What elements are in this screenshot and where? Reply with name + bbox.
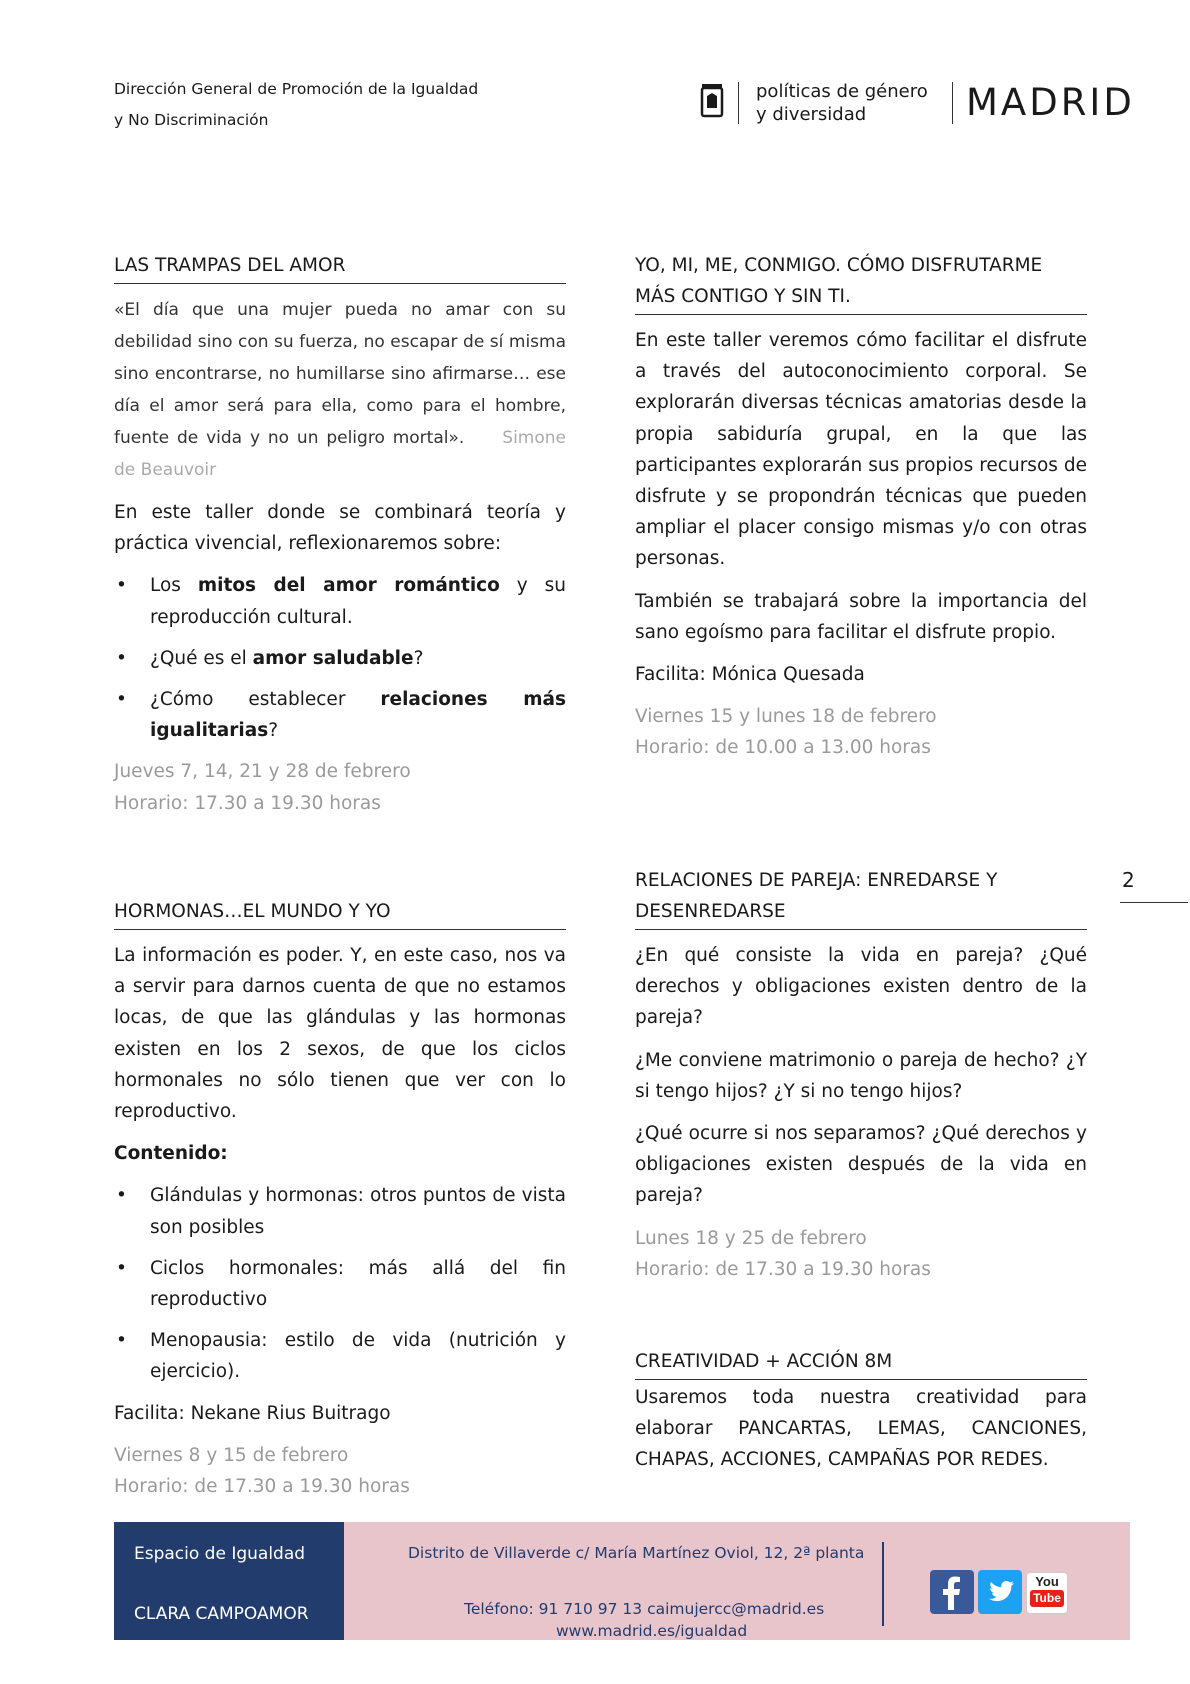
twitter-icon[interactable] xyxy=(978,1570,1022,1614)
schedule-hours: Horario: 17.30 a 19.30 horas xyxy=(114,792,381,814)
youtube-icon[interactable] xyxy=(1026,1572,1068,1614)
section-title: YO, MI, ME, CONMIGO. CÓMO DISFRUTARME MÁS CONTIGO Y SIN TI. xyxy=(635,250,1087,315)
madrid-coat-of-arms-icon xyxy=(700,84,724,120)
paragraph: En este taller veremos cómo facilitar el disfrute a través del autoconocimiento corporal. Se explorarán diversas técnicas amatorias desde la propia sabiduría grupal, en la que las participantes explorarán sus propios recursos de disfrute y se propondrán técnicas que pueden ampliar el placer consigo mismas y/o con otras personas. xyxy=(635,330,1087,570)
emphasis: mitos del amor romántico xyxy=(197,575,500,597)
schedule-dates: Lunes 18 y 25 de febrero xyxy=(635,1227,867,1249)
topic-list xyxy=(114,570,566,746)
madrid-logo xyxy=(700,80,1140,126)
quote-author: Simone de Beauvoir xyxy=(114,428,566,480)
youtube-icon-text-bottom: Tube xyxy=(1030,1590,1064,1607)
section-relaciones-pareja xyxy=(635,865,1087,1285)
footer xyxy=(114,1522,1130,1640)
paragraph: ¿Qué ocurre si nos separamos? ¿Qué derechos y obligaciones existen después de la vida en pareja? xyxy=(635,1123,1087,1207)
list-item: • ¿Cómo establecer relaciones más igualitarias? xyxy=(114,684,566,746)
footer-phone-email: Teléfono: 91 710 97 13 caimujercc@madrid.es xyxy=(464,1600,825,1618)
footer-separator xyxy=(882,1542,884,1626)
section-title: HORMONAS…EL MUNDO Y YO xyxy=(114,896,566,930)
facilitator: Facilita: Mónica Quesada xyxy=(635,664,865,686)
footer-contact-panel xyxy=(344,1522,1130,1640)
page-number-rule xyxy=(1120,902,1188,903)
logo-separator xyxy=(952,82,953,124)
list-item: • Ciclos hormonales: más allá del fin reproductivo xyxy=(114,1253,566,1315)
intro-paragraph: En este taller donde se combinará teoría y práctica vivencial, reflexionaremos sobre: xyxy=(114,502,566,555)
logo-city: MADRID xyxy=(966,81,1135,124)
page-number: 2 xyxy=(1122,868,1135,892)
venue-name-line-2: CLARA CAMPOAMOR xyxy=(134,1604,309,1624)
logo-tagline-line-2: y diversidad xyxy=(756,104,867,125)
paragraph: También se trabajará sobre la importancia del sano egoísmo para facilitar el disfrute propio. xyxy=(635,590,1087,643)
emphasis: amor saludable xyxy=(252,647,414,669)
paragraph: ¿En qué consiste la vida en pareja? ¿Qué derechos y obligaciones existen dentro de la pareja? xyxy=(635,945,1087,1029)
facebook-icon[interactable] xyxy=(930,1570,974,1614)
section-title: LAS TRAMPAS DEL AMOR xyxy=(114,250,566,284)
footer-website-link[interactable]: www.madrid.es/igualdad xyxy=(556,1622,748,1640)
facilitator: Facilita: Nekane Rius Buitrago xyxy=(114,1402,391,1424)
youtube-icon-text-top: You xyxy=(1035,1574,1059,1589)
quote-text: «El día que una mujer pueda no amar con su debilidad sino con su fuerza, no escapar de sí misma sino encontrarse, no humillarse sino afirmarse… ese día el amor será para ella, como para el hombre, fuente de vida y no un peligro mortal». xyxy=(114,300,566,448)
list-item: • Menopausia: estilo de vida (nutrición y ejercicio). xyxy=(114,1325,566,1387)
emphasis: relaciones más igualitarias xyxy=(150,689,566,742)
section-title: CREATIVIDAD + ACCIÓN 8M xyxy=(635,1346,1087,1380)
section-trampas-amor xyxy=(114,250,566,819)
footer-venue-panel xyxy=(114,1522,344,1640)
schedule-hours: Horario: de 17.30 a 19.30 horas xyxy=(114,1476,410,1498)
paragraph: ¿Me conviene matrimonio o pareja de hecho? ¿Y si tengo hijos? ¿Y si no tengo hijos? xyxy=(635,1049,1087,1102)
footer-address: Distrito de Villaverde c/ María Martínez Oviol, 12, 2ª planta xyxy=(408,1544,865,1562)
list-item: • Los mitos del amor romántico y su reproducción cultural. xyxy=(114,570,566,632)
content-list xyxy=(114,1180,566,1387)
org-line-1: Dirección General de Promoción de la Igualdad xyxy=(114,80,479,98)
section-hormonas xyxy=(114,896,566,1502)
logo-separator xyxy=(738,82,739,124)
logo-tagline-line-1: políticas de género xyxy=(756,81,928,102)
section-title: RELACIONES DE PAREJA: ENREDARSE Y DESENREDARSE xyxy=(635,865,1087,930)
list-item: • ¿Qué es el amor saludable? xyxy=(114,643,566,674)
logo-tagline xyxy=(756,80,928,126)
schedule-dates: Viernes 8 y 15 de febrero xyxy=(114,1444,349,1466)
header-organization xyxy=(114,74,478,136)
quote xyxy=(114,294,566,486)
org-line-2: y No Discriminación xyxy=(114,111,269,129)
section-creatividad-8m xyxy=(635,1346,1087,1487)
list-item: • Glándulas y hormonas: otros puntos de vista son posibles xyxy=(114,1180,566,1242)
schedule-dates: Jueves 7, 14, 21 y 28 de febrero xyxy=(114,761,411,783)
paragraph: Usaremos toda nuestra creatividad para elaborar PANCARTAS, LEMAS, CANCIONES, CHAPAS, ACCIONES, CAMPAÑAS POR REDES. xyxy=(635,1387,1087,1471)
schedule-dates: Viernes 15 y lunes 18 de febrero xyxy=(635,706,937,728)
schedule-hours: Horario: de 17.30 a 19.30 horas xyxy=(635,1258,931,1280)
section-yo-mi-me-conmigo xyxy=(635,250,1087,764)
schedule-hours: Horario: de 10.00 a 13.00 horas xyxy=(635,737,931,759)
paragraph: La información es poder. Y, en este caso, nos va a servir para darnos cuenta de que no estamos locas, de que las glándulas y las hormonas existen en los 2 sexos, de que los ciclos hormonales no sólo tienen que ver con lo reproductivo. xyxy=(114,945,566,1123)
content-heading: Contenido: xyxy=(114,1143,228,1165)
venue-name-line-1: Espacio de Igualdad xyxy=(134,1544,306,1564)
